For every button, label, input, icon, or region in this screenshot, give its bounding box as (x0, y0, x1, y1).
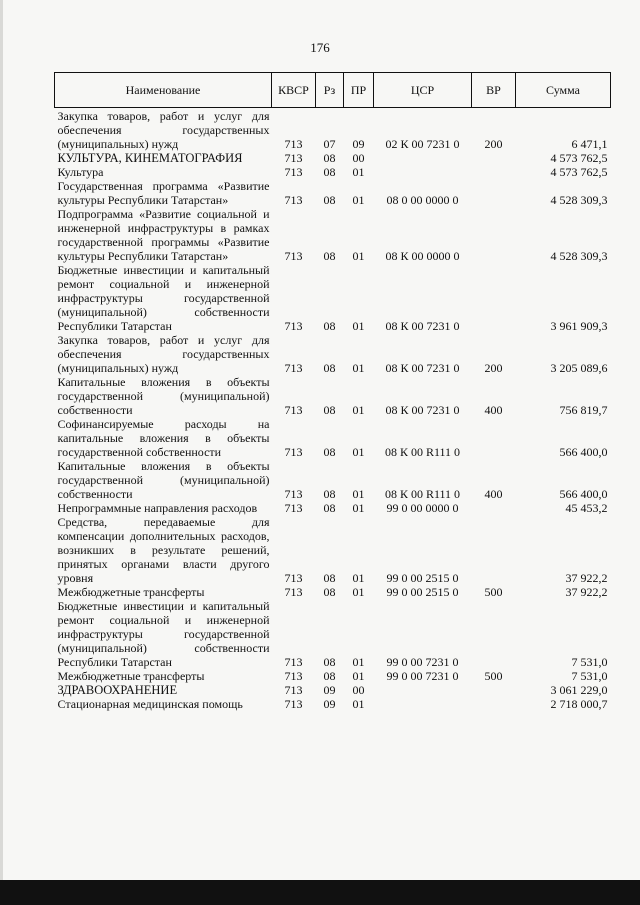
cell-sum: 3 061 229,0 (550, 683, 608, 697)
cell-kvsr: 713 (284, 655, 303, 669)
cell-vr: 400 (484, 403, 503, 417)
table-row (55, 515, 611, 585)
page-number: 176 (310, 40, 330, 55)
cell-pr: 01 (352, 165, 365, 179)
cell-pr: 01 (352, 361, 365, 375)
cell-pr: 01 (352, 193, 365, 207)
cell-rz: 08 (323, 669, 336, 683)
cell-vr (472, 165, 516, 179)
cell-vr (472, 683, 516, 697)
table-row (55, 417, 611, 459)
cell-sum: 37 922,2 (565, 571, 608, 585)
cell-sum: 4 528 309,3 (550, 249, 608, 263)
cell-sum: 566 400,0 (559, 445, 608, 459)
cell-pr: 01 (352, 487, 365, 501)
cell-sum: 37 922,2 (565, 585, 608, 599)
cell-pr: 01 (352, 403, 365, 417)
cell-pr: 01 (352, 669, 365, 683)
cell-vr: 200 (484, 361, 503, 375)
cell-kvsr: 713 (284, 193, 303, 207)
cell-csr: 08 К 00 0000 0 (385, 249, 460, 263)
budget-table (54, 72, 611, 711)
cell-name: Стационарная медицинская помощь (57, 697, 243, 711)
cell-csr (374, 165, 472, 179)
cell-rz: 08 (323, 445, 336, 459)
cell-kvsr: 713 (284, 683, 303, 697)
table-row (55, 697, 611, 711)
cell-name: Софинансируемые расходы на капитальные вложения в объекты государственной собственности (57, 417, 270, 459)
cell-kvsr: 713 (284, 501, 303, 515)
cell-vr: 200 (484, 137, 503, 151)
cell-sum: 4 573 762,5 (550, 165, 608, 179)
cell-kvsr: 713 (284, 361, 303, 375)
cell-name: Межбюджетные трансферты (57, 585, 205, 599)
cell-kvsr: 713 (284, 487, 303, 501)
table-row (55, 263, 611, 333)
cell-sum: 7 531,0 (571, 669, 608, 683)
cell-rz: 08 (323, 151, 336, 165)
cell-name: Средства, передаваемые для компенсации дополнительных расходов, возникших в результате решений, принятых органами власти другого уровня (57, 515, 270, 585)
cell-csr: 99 0 00 2515 0 (386, 585, 459, 599)
table-row (55, 179, 611, 207)
cell-kvsr: 713 (284, 151, 303, 165)
cell-pr: 01 (352, 501, 365, 515)
cell-rz: 09 (323, 683, 336, 697)
cell-vr: 400 (484, 487, 503, 501)
cell-kvsr: 713 (284, 249, 303, 263)
table-row (55, 585, 611, 599)
cell-vr (472, 263, 516, 333)
cell-pr: 01 (352, 571, 365, 585)
cell-kvsr: 713 (284, 165, 303, 179)
cell-vr: 500 (484, 669, 503, 683)
cell-vr (472, 151, 516, 165)
cell-name: ЗДРАВООХРАНЕНИЕ (57, 683, 178, 697)
cell-pr: 01 (352, 249, 365, 263)
cell-pr: 01 (352, 445, 365, 459)
cell-csr: 99 0 00 7231 0 (386, 669, 459, 683)
cell-csr: 08 К 00 R111 0 (384, 487, 461, 501)
cell-rz: 08 (323, 319, 336, 333)
cell-vr: 500 (484, 585, 503, 599)
table-row (55, 599, 611, 669)
cell-rz: 09 (323, 697, 336, 711)
cell-csr: 99 0 00 7231 0 (386, 655, 459, 669)
table-header (55, 73, 611, 108)
cell-vr (472, 515, 516, 585)
table-row (55, 669, 611, 683)
cell-sum: 45 453,2 (565, 501, 608, 515)
header-sum: Сумма (516, 73, 611, 108)
cell-name: Капитальные вложения в объекты государственной (муниципальной) собственности (57, 459, 270, 501)
header-vr: ВР (472, 73, 516, 108)
cell-name: Бюджетные инвестиции и капитальный ремонт социальной и инженерной инфраструктуры государственной (муниципальной) собственности Республики Татарстан (57, 263, 270, 333)
cell-kvsr: 713 (284, 669, 303, 683)
cell-name: КУЛЬТУРА, КИНЕМАТОГРАФИЯ (57, 151, 243, 165)
cell-pr: 00 (352, 151, 365, 165)
cell-pr: 00 (352, 683, 365, 697)
cell-vr (472, 179, 516, 207)
header-rz: Рз (316, 73, 344, 108)
cell-pr: 01 (352, 319, 365, 333)
cell-sum: 566 400,0 (559, 487, 608, 501)
cell-csr: 08 К 00 7231 0 (385, 319, 460, 333)
cell-pr: 01 (352, 585, 365, 599)
header-csr: ЦСР (374, 73, 472, 108)
cell-kvsr: 713 (284, 697, 303, 711)
cell-csr (374, 683, 472, 697)
table-row (55, 108, 611, 152)
cell-name: Культура (57, 165, 104, 179)
cell-csr: 08 К 00 7231 0 (385, 403, 460, 417)
table-row (55, 683, 611, 697)
table-body (55, 108, 611, 712)
cell-pr: 09 (352, 137, 365, 151)
table-row (55, 375, 611, 417)
cell-csr: 02 К 00 7231 0 (385, 137, 460, 151)
header-kvsr: КВСР (272, 73, 316, 108)
cell-name: Капитальные вложения в объекты государственной (муниципальной) собственности (57, 375, 270, 417)
cell-sum: 2 718 000,7 (550, 697, 608, 711)
cell-rz: 08 (323, 165, 336, 179)
cell-vr (472, 501, 516, 515)
cell-csr: 99 0 00 2515 0 (386, 571, 459, 585)
cell-sum: 3 961 909,3 (550, 319, 608, 333)
cell-rz: 08 (323, 571, 336, 585)
cell-name: Закупка товаров, работ и услуг для обеспечения государственных (муниципальных) нужд (57, 333, 270, 375)
cell-pr: 01 (352, 697, 365, 711)
cell-kvsr: 713 (284, 445, 303, 459)
cell-name: Межбюджетные трансферты (57, 669, 205, 683)
cell-rz: 08 (323, 487, 336, 501)
cell-kvsr: 713 (284, 319, 303, 333)
cell-csr: 08 К 00 R111 0 (384, 445, 461, 459)
cell-rz: 08 (323, 501, 336, 515)
cell-vr (472, 599, 516, 669)
cell-sum: 4 573 762,5 (550, 151, 608, 165)
cell-name: Закупка товаров, работ и услуг для обеспечения государственных (муниципальных) нужд (57, 109, 270, 151)
cell-kvsr: 713 (284, 585, 303, 599)
table-row (55, 151, 611, 165)
cell-kvsr: 713 (284, 137, 303, 151)
table-row (55, 501, 611, 515)
cell-sum: 7 531,0 (571, 655, 608, 669)
cell-rz: 08 (323, 193, 336, 207)
table-row (55, 333, 611, 375)
table-row (55, 459, 611, 501)
cell-rz: 08 (323, 361, 336, 375)
cell-sum: 3 205 089,6 (550, 361, 608, 375)
cell-vr (472, 417, 516, 459)
cell-sum: 4 528 309,3 (550, 193, 608, 207)
cell-name: Государственная программа «Развитие культуры Республики Татарстан» (57, 179, 270, 207)
cell-kvsr: 713 (284, 571, 303, 585)
cell-name: Бюджетные инвестиции и капитальный ремонт социальной и инженерной инфраструктуры государственной (муниципальной) собственности Республики Татарстан (57, 599, 270, 669)
cell-rz: 08 (323, 249, 336, 263)
header-pr: ПР (344, 73, 374, 108)
cell-csr: 99 0 00 0000 0 (386, 501, 459, 515)
cell-rz: 08 (323, 655, 336, 669)
cell-csr (374, 697, 472, 711)
table-row (55, 207, 611, 263)
cell-vr (472, 697, 516, 711)
cell-pr: 01 (352, 655, 365, 669)
table-row (55, 165, 611, 179)
cell-rz: 07 (323, 137, 336, 151)
cell-rz: 08 (323, 585, 336, 599)
cell-vr (472, 207, 516, 263)
cell-sum: 756 819,7 (559, 403, 608, 417)
header-name: Наименование (55, 73, 272, 108)
scan-left-edge (0, 0, 3, 880)
scan-bottom-band (0, 880, 640, 905)
cell-sum: 6 471,1 (571, 137, 608, 151)
cell-csr (374, 151, 472, 165)
cell-name: Непрограммные направления расходов (57, 501, 258, 515)
cell-csr: 08 К 00 7231 0 (385, 361, 460, 375)
cell-rz: 08 (323, 403, 336, 417)
cell-kvsr: 713 (284, 403, 303, 417)
cell-name: Подпрограмма «Развитие социальной и инженерной инфраструктуры в рамках государственной программы «Развитие культуры Республики Татарстан» (57, 207, 270, 263)
cell-csr: 08 0 00 0000 0 (386, 193, 459, 207)
